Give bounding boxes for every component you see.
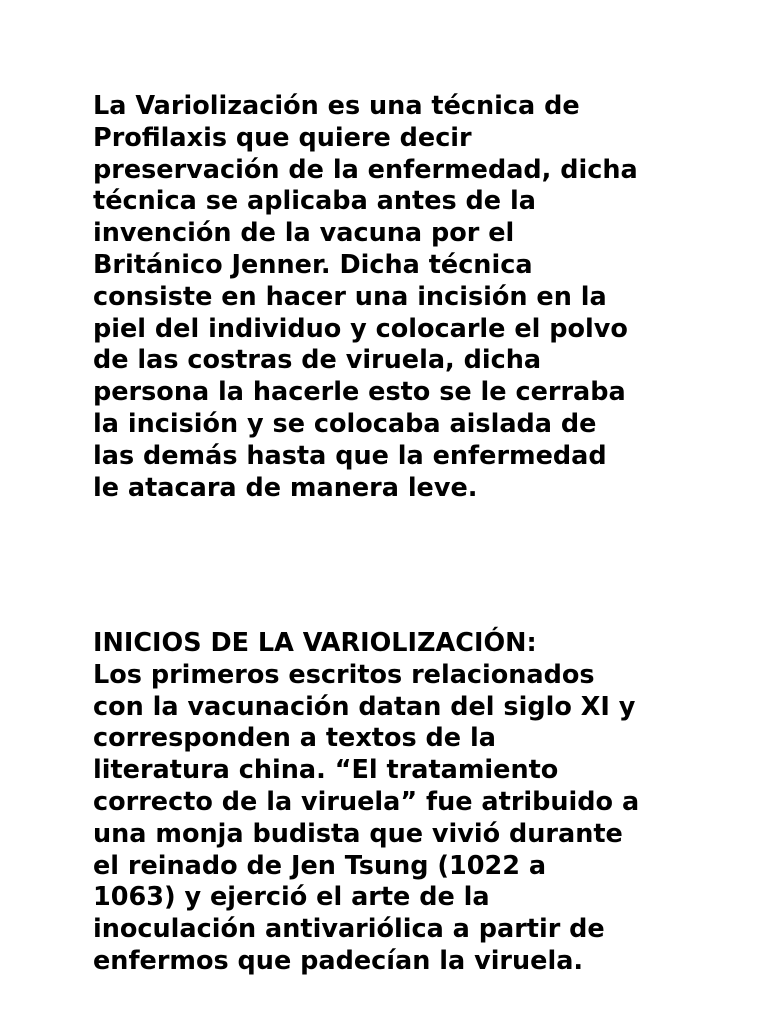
section-inicios	[93, 628, 703, 978]
text-line: con la vacunación datan del siglo XI y	[93, 691, 636, 722]
text-line: correcto de la viruela” fue atribuido a	[93, 786, 640, 817]
text-line: piel del individuo y colocarle el polvo	[93, 313, 628, 344]
text-line: inoculación antivariólica a partir de	[93, 914, 605, 945]
text-line: Profilaxis que quiere decir	[93, 122, 472, 153]
paragraph-variolizacion-definition	[93, 91, 703, 504]
text-line: el reinado de Jen Tsung (1022 a	[93, 850, 547, 881]
text-line: Los primeros escritos relacionados	[93, 659, 595, 690]
text-line: persona la hacerle esto se le cerraba	[93, 377, 626, 408]
text-line: literatura china. “El tratamiento	[93, 755, 559, 786]
text-line: técnica se aplicaba antes de la	[93, 186, 536, 217]
text-line: corresponden a textos de la	[93, 723, 496, 754]
text-line: Británico Jenner. Dicha técnica	[93, 249, 533, 280]
text-line: preservación de la enfermedad, dicha	[93, 154, 638, 185]
text-line: La Variolización es una técnica de	[93, 91, 580, 121]
text-line: una monja budista que vivió durante	[93, 818, 623, 849]
text-line: enfermos que padecían la viruela.	[93, 945, 584, 976]
text-line: invención de la vacuna por el	[93, 218, 515, 249]
text-line: la incisión y se colocaba aislada de	[93, 408, 597, 439]
text-line: las demás hasta que la enfermedad	[93, 440, 607, 471]
section-heading: INICIOS DE LA VARIOLIZACIÓN:	[93, 628, 537, 658]
text-line: 1063) y ejerció el arte de la	[93, 882, 490, 913]
text-line: de las costras de viruela, dicha	[93, 345, 542, 376]
text-line: consiste en hacer una incisión en la	[93, 281, 607, 312]
text-line: le atacara de manera leve.	[93, 472, 478, 503]
